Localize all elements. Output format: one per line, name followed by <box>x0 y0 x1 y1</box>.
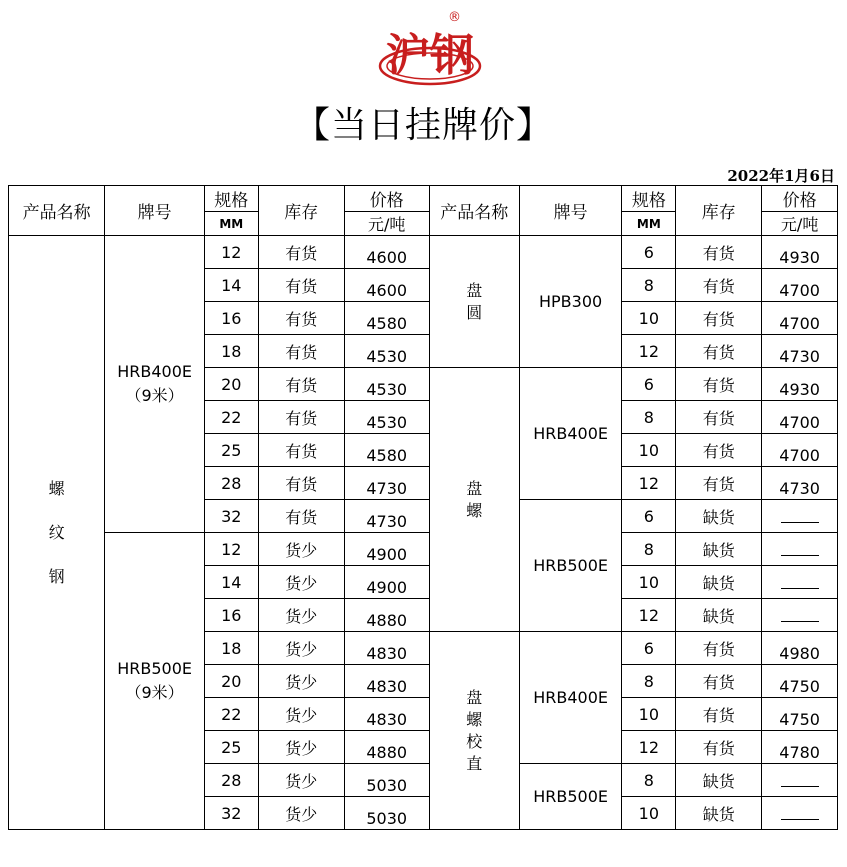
stock-cell: 有货 <box>676 368 762 401</box>
no-price-dash <box>781 786 819 787</box>
spec-cell: 6 <box>622 632 676 665</box>
spec-cell: 12 <box>622 467 676 500</box>
price-cell: 4880 <box>344 599 429 632</box>
spec-cell: 8 <box>622 665 676 698</box>
stock-cell: 货少 <box>258 797 344 830</box>
header-spec-unit: MM <box>622 212 676 236</box>
price-cell: 4730 <box>344 467 429 500</box>
spec-cell: 6 <box>622 236 676 269</box>
header-price: 价格 <box>762 186 838 212</box>
stock-cell: 有货 <box>676 302 762 335</box>
spec-cell: 12 <box>622 731 676 764</box>
spec-cell: 22 <box>204 698 258 731</box>
header-price-unit: 元/吨 <box>344 212 429 236</box>
stock-cell: 有货 <box>258 401 344 434</box>
stock-cell: 货少 <box>258 632 344 665</box>
stock-cell: 缺货 <box>676 764 762 797</box>
stock-cell: 缺货 <box>676 797 762 830</box>
price-cell: 4830 <box>344 665 429 698</box>
spec-cell: 22 <box>204 401 258 434</box>
spec-cell: 6 <box>622 500 676 533</box>
spec-cell: 25 <box>204 731 258 764</box>
price-cell: 4930 <box>762 368 838 401</box>
stock-cell: 货少 <box>258 764 344 797</box>
price-cell <box>762 566 838 599</box>
stock-cell: 缺货 <box>676 533 762 566</box>
spec-cell: 18 <box>204 335 258 368</box>
header-stock: 库存 <box>258 186 344 236</box>
table-row <box>9 533 838 566</box>
stock-cell: 有货 <box>258 500 344 533</box>
header-product-name: 产品名称 <box>9 186 105 236</box>
spec-cell: 14 <box>204 269 258 302</box>
spec-cell: 12 <box>622 335 676 368</box>
grade-cell: HRB400E （9米） <box>105 236 204 533</box>
price-cell <box>762 533 838 566</box>
price-cell: 4600 <box>344 236 429 269</box>
header-stock: 库存 <box>676 186 762 236</box>
stock-cell: 有货 <box>258 335 344 368</box>
spec-cell: 12 <box>204 236 258 269</box>
price-cell: 4980 <box>762 632 838 665</box>
product-name-cell: 盘 螺 <box>429 368 519 632</box>
spec-cell: 12 <box>204 533 258 566</box>
grade-cell: HPB300 <box>519 236 622 368</box>
no-price-dash <box>781 588 819 589</box>
price-cell: 4930 <box>762 236 838 269</box>
logo-text: 沪钢 <box>386 30 474 81</box>
price-cell: 4600 <box>344 269 429 302</box>
stock-cell: 有货 <box>258 236 344 269</box>
price-cell: 4900 <box>344 533 429 566</box>
stock-cell: 有货 <box>676 698 762 731</box>
no-price-dash <box>781 555 819 556</box>
spec-cell: 8 <box>622 269 676 302</box>
price-cell: 4700 <box>762 434 838 467</box>
spec-cell: 28 <box>204 467 258 500</box>
stock-cell: 有货 <box>676 269 762 302</box>
price-cell: 4900 <box>344 566 429 599</box>
stock-cell: 有货 <box>258 467 344 500</box>
grade-cell: HRB400E <box>519 368 622 500</box>
stock-cell: 货少 <box>258 533 344 566</box>
stock-cell: 有货 <box>676 335 762 368</box>
stock-cell: 有货 <box>258 269 344 302</box>
stock-cell: 缺货 <box>676 566 762 599</box>
registered-mark: ® <box>448 10 461 25</box>
stock-cell: 货少 <box>258 566 344 599</box>
stock-cell: 缺货 <box>676 599 762 632</box>
spec-cell: 18 <box>204 632 258 665</box>
price-cell: 4530 <box>344 368 429 401</box>
product-name-cell: 盘 螺 校 直 <box>429 632 519 830</box>
price-cell: 4730 <box>762 335 838 368</box>
spec-cell: 10 <box>622 434 676 467</box>
stock-cell: 有货 <box>676 401 762 434</box>
header-price: 价格 <box>344 186 429 212</box>
price-date: 2022年1月6日 <box>727 167 835 185</box>
price-cell: 4580 <box>344 302 429 335</box>
stock-cell: 有货 <box>258 434 344 467</box>
stock-cell: 货少 <box>258 665 344 698</box>
stock-cell: 有货 <box>676 632 762 665</box>
stock-cell: 有货 <box>676 665 762 698</box>
header-spec: 规格 <box>622 186 676 212</box>
stock-cell: 有货 <box>676 467 762 500</box>
price-cell: 4880 <box>344 731 429 764</box>
header-spec-unit: MM <box>204 212 258 236</box>
price-cell: 4730 <box>762 467 838 500</box>
price-cell: 4580 <box>344 434 429 467</box>
price-table <box>8 185 838 830</box>
stock-cell: 缺货 <box>676 500 762 533</box>
spec-cell: 16 <box>204 302 258 335</box>
spec-cell: 10 <box>622 302 676 335</box>
spec-cell: 32 <box>204 797 258 830</box>
price-cell: 4780 <box>762 731 838 764</box>
price-cell: 4730 <box>344 500 429 533</box>
price-cell <box>762 797 838 830</box>
grade-cell: HRB500E <box>519 764 622 830</box>
no-price-dash <box>781 621 819 622</box>
product-name-cell: 盘 圆 <box>429 236 519 368</box>
price-cell <box>762 599 838 632</box>
page-title: 【当日挂牌价】 <box>293 105 553 146</box>
grade-cell: HRB500E <box>519 500 622 632</box>
header-price-unit: 元/吨 <box>762 212 838 236</box>
stock-cell: 有货 <box>676 236 762 269</box>
header-grade: 牌号 <box>519 186 622 236</box>
spec-cell: 28 <box>204 764 258 797</box>
no-price-dash <box>781 522 819 523</box>
price-cell: 4530 <box>344 401 429 434</box>
price-cell: 5030 <box>344 764 429 797</box>
stock-cell: 有货 <box>258 302 344 335</box>
brand-logo <box>372 8 492 88</box>
stock-cell: 有货 <box>258 368 344 401</box>
spec-cell: 12 <box>622 599 676 632</box>
spec-cell: 8 <box>622 533 676 566</box>
header-product-name: 产品名称 <box>429 186 519 236</box>
price-cell: 4700 <box>762 401 838 434</box>
price-cell: 4830 <box>344 632 429 665</box>
price-cell: 5030 <box>344 797 429 830</box>
stock-cell: 货少 <box>258 731 344 764</box>
table-row <box>9 236 838 269</box>
no-price-dash <box>781 819 819 820</box>
spec-cell: 8 <box>622 401 676 434</box>
header-row <box>9 186 838 212</box>
spec-cell: 8 <box>622 764 676 797</box>
spec-cell: 25 <box>204 434 258 467</box>
spec-cell: 20 <box>204 665 258 698</box>
product-name-rebar: 螺 纹 钢 <box>9 236 105 830</box>
spec-cell: 14 <box>204 566 258 599</box>
spec-cell: 20 <box>204 368 258 401</box>
brand-logo-icon <box>372 8 492 88</box>
spec-cell: 10 <box>622 698 676 731</box>
stock-cell: 有货 <box>676 731 762 764</box>
price-cell: 4700 <box>762 302 838 335</box>
stock-cell: 货少 <box>258 599 344 632</box>
spec-cell: 6 <box>622 368 676 401</box>
spec-cell: 32 <box>204 500 258 533</box>
stock-cell: 货少 <box>258 698 344 731</box>
price-cell: 4750 <box>762 698 838 731</box>
spec-cell: 10 <box>622 797 676 830</box>
price-cell <box>762 500 838 533</box>
spec-cell: 10 <box>622 566 676 599</box>
header-spec: 规格 <box>204 186 258 212</box>
price-cell <box>762 764 838 797</box>
grade-cell: HRB400E <box>519 632 622 764</box>
header-grade: 牌号 <box>105 186 204 236</box>
price-cell: 4700 <box>762 269 838 302</box>
grade-cell: HRB500E （9米） <box>105 533 204 830</box>
price-table-body <box>9 186 838 830</box>
stock-cell: 有货 <box>676 434 762 467</box>
spec-cell: 16 <box>204 599 258 632</box>
price-cell: 4530 <box>344 335 429 368</box>
price-cell: 4830 <box>344 698 429 731</box>
price-cell: 4750 <box>762 665 838 698</box>
